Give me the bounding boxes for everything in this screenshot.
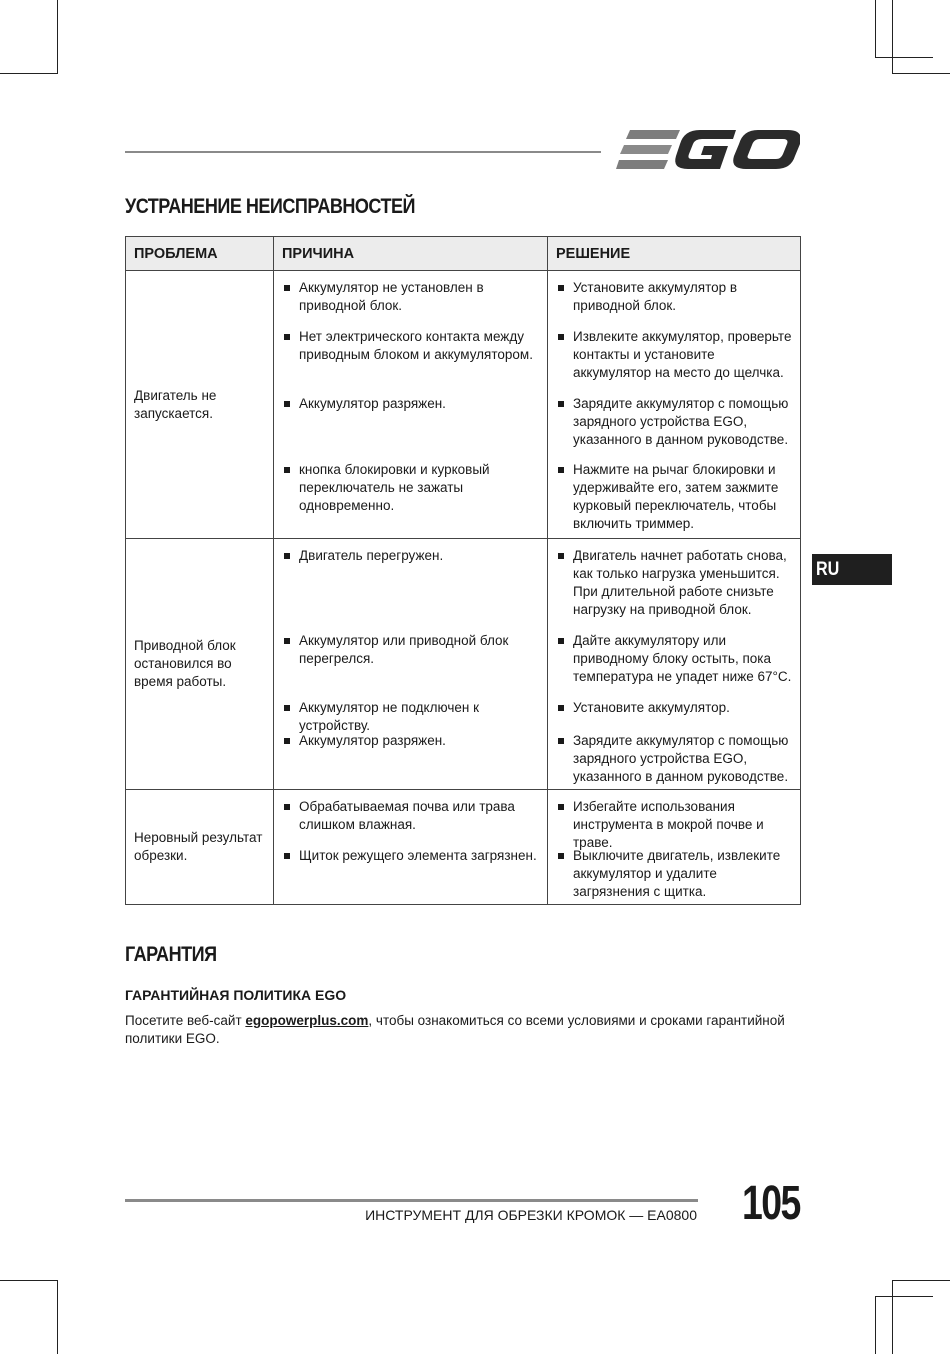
list-item: Выключите двигатель, извлеките аккумулятор и удалите загрязнения с щитка. — [548, 847, 800, 901]
list-item: Установите аккумулятор в приводной блок. — [548, 279, 800, 328]
footer-product-name: ИНСТРУМЕНТ ДЛЯ ОБРЕЗКИ КРОМОК — EA0800 — [365, 1207, 697, 1223]
crop-mark — [57, 0, 58, 74]
list-item: Аккумулятор не подключен к устройству. — [274, 699, 547, 732]
list-item: Аккумулятор разряжен. — [274, 732, 547, 786]
list-item: Нажмите на рычаг блокировки и удерживайте его, затем зажмите курковый переключатель, чтобы включить триммер. — [548, 461, 800, 533]
problem-cell: Приводной блок остановился во время работы. — [126, 539, 274, 790]
solution-cell — [548, 539, 801, 790]
cause-cell — [274, 539, 548, 790]
problem-cell: Двигатель не запускается. — [126, 271, 274, 539]
table-row — [126, 539, 801, 790]
header-rule — [125, 151, 601, 153]
list-item: Установите аккумулятор. — [548, 699, 800, 732]
list-item: Обрабатываемая почва или трава слишком влажная. — [274, 798, 547, 847]
crop-mark — [892, 73, 950, 74]
crop-mark — [875, 1296, 933, 1297]
table-row — [126, 790, 801, 905]
list-item: кнопка блокировки и курковый переключатель не зажаты одновременно. — [274, 461, 547, 533]
list-item: Аккумулятор или приводной блок перегрелся. — [274, 632, 547, 699]
crop-mark — [875, 57, 933, 58]
language-tab: RU — [812, 554, 892, 585]
list-item: Зарядите аккумулятор с помощью зарядного устройства EGO, указанного в данном руководстве. — [548, 395, 800, 461]
list-item: Аккумулятор разряжен. — [274, 395, 547, 461]
list-item: Двигатель начнет работать снова, как только нагрузка уменьшится. При длительной работе снизьте нагрузку на приводной блок. — [548, 547, 800, 632]
crop-mark — [892, 1280, 893, 1354]
table-row — [126, 271, 801, 539]
ego-logo — [616, 128, 800, 172]
troubleshooting-table — [125, 236, 801, 905]
crop-mark — [875, 0, 876, 58]
cause-cell — [274, 271, 548, 539]
list-item: Извлеките аккумулятор, проверьте контакты и установите аккумулятор на место до щелчка. — [548, 328, 800, 395]
crop-mark — [0, 1280, 58, 1281]
problem-cell: Неровный результат обрезки. — [126, 790, 274, 905]
page-number: 105 — [742, 1177, 800, 1230]
column-header: РЕШЕНИЕ — [548, 237, 801, 271]
list-item: Избегайте использования инструмента в мокрой почве и траве. — [548, 798, 800, 847]
warranty-text: Посетите веб-сайт egopowerplus.com, чтобы ознакомиться со всеми условиями и сроками гарантийной политики EGO. — [125, 1013, 785, 1046]
warranty-title: ГАРАНТИЯ — [125, 943, 217, 966]
column-header: ПРОБЛЕМА — [126, 237, 274, 271]
crop-mark — [57, 1280, 58, 1354]
column-header: ПРИЧИНА — [274, 237, 548, 271]
solution-cell — [548, 271, 801, 539]
warranty-subtitle: ГАРАНТИЙНАЯ ПОЛИТИКА EGO — [125, 987, 347, 1003]
crop-mark — [892, 1280, 950, 1281]
list-item: Дайте аккумулятору или приводному блоку остыть, пока температура не упадет ниже 67°C. — [548, 632, 800, 699]
list-item: Аккумулятор не установлен в приводной блок. — [274, 279, 547, 328]
solution-cell — [548, 790, 801, 905]
list-item: Зарядите аккумулятор с помощью зарядного устройства EGO, указанного в данном руководстве. — [548, 732, 800, 786]
cause-cell — [274, 790, 548, 905]
crop-mark — [875, 1296, 876, 1354]
crop-mark — [0, 73, 58, 74]
list-item: Щиток режущего элемента загрязнен. — [274, 847, 547, 901]
crop-mark — [892, 0, 893, 74]
footer-rule — [125, 1199, 698, 1202]
troubleshooting-title: УСТРАНЕНИЕ НЕИСПРАВНОСТЕЙ — [125, 195, 416, 218]
list-item: Двигатель перегружен. — [274, 547, 547, 632]
list-item: Нет электрического контакта между приводным блоком и аккумулятором. — [274, 328, 547, 395]
website-link[interactable]: egopowerplus.com — [245, 1013, 369, 1028]
